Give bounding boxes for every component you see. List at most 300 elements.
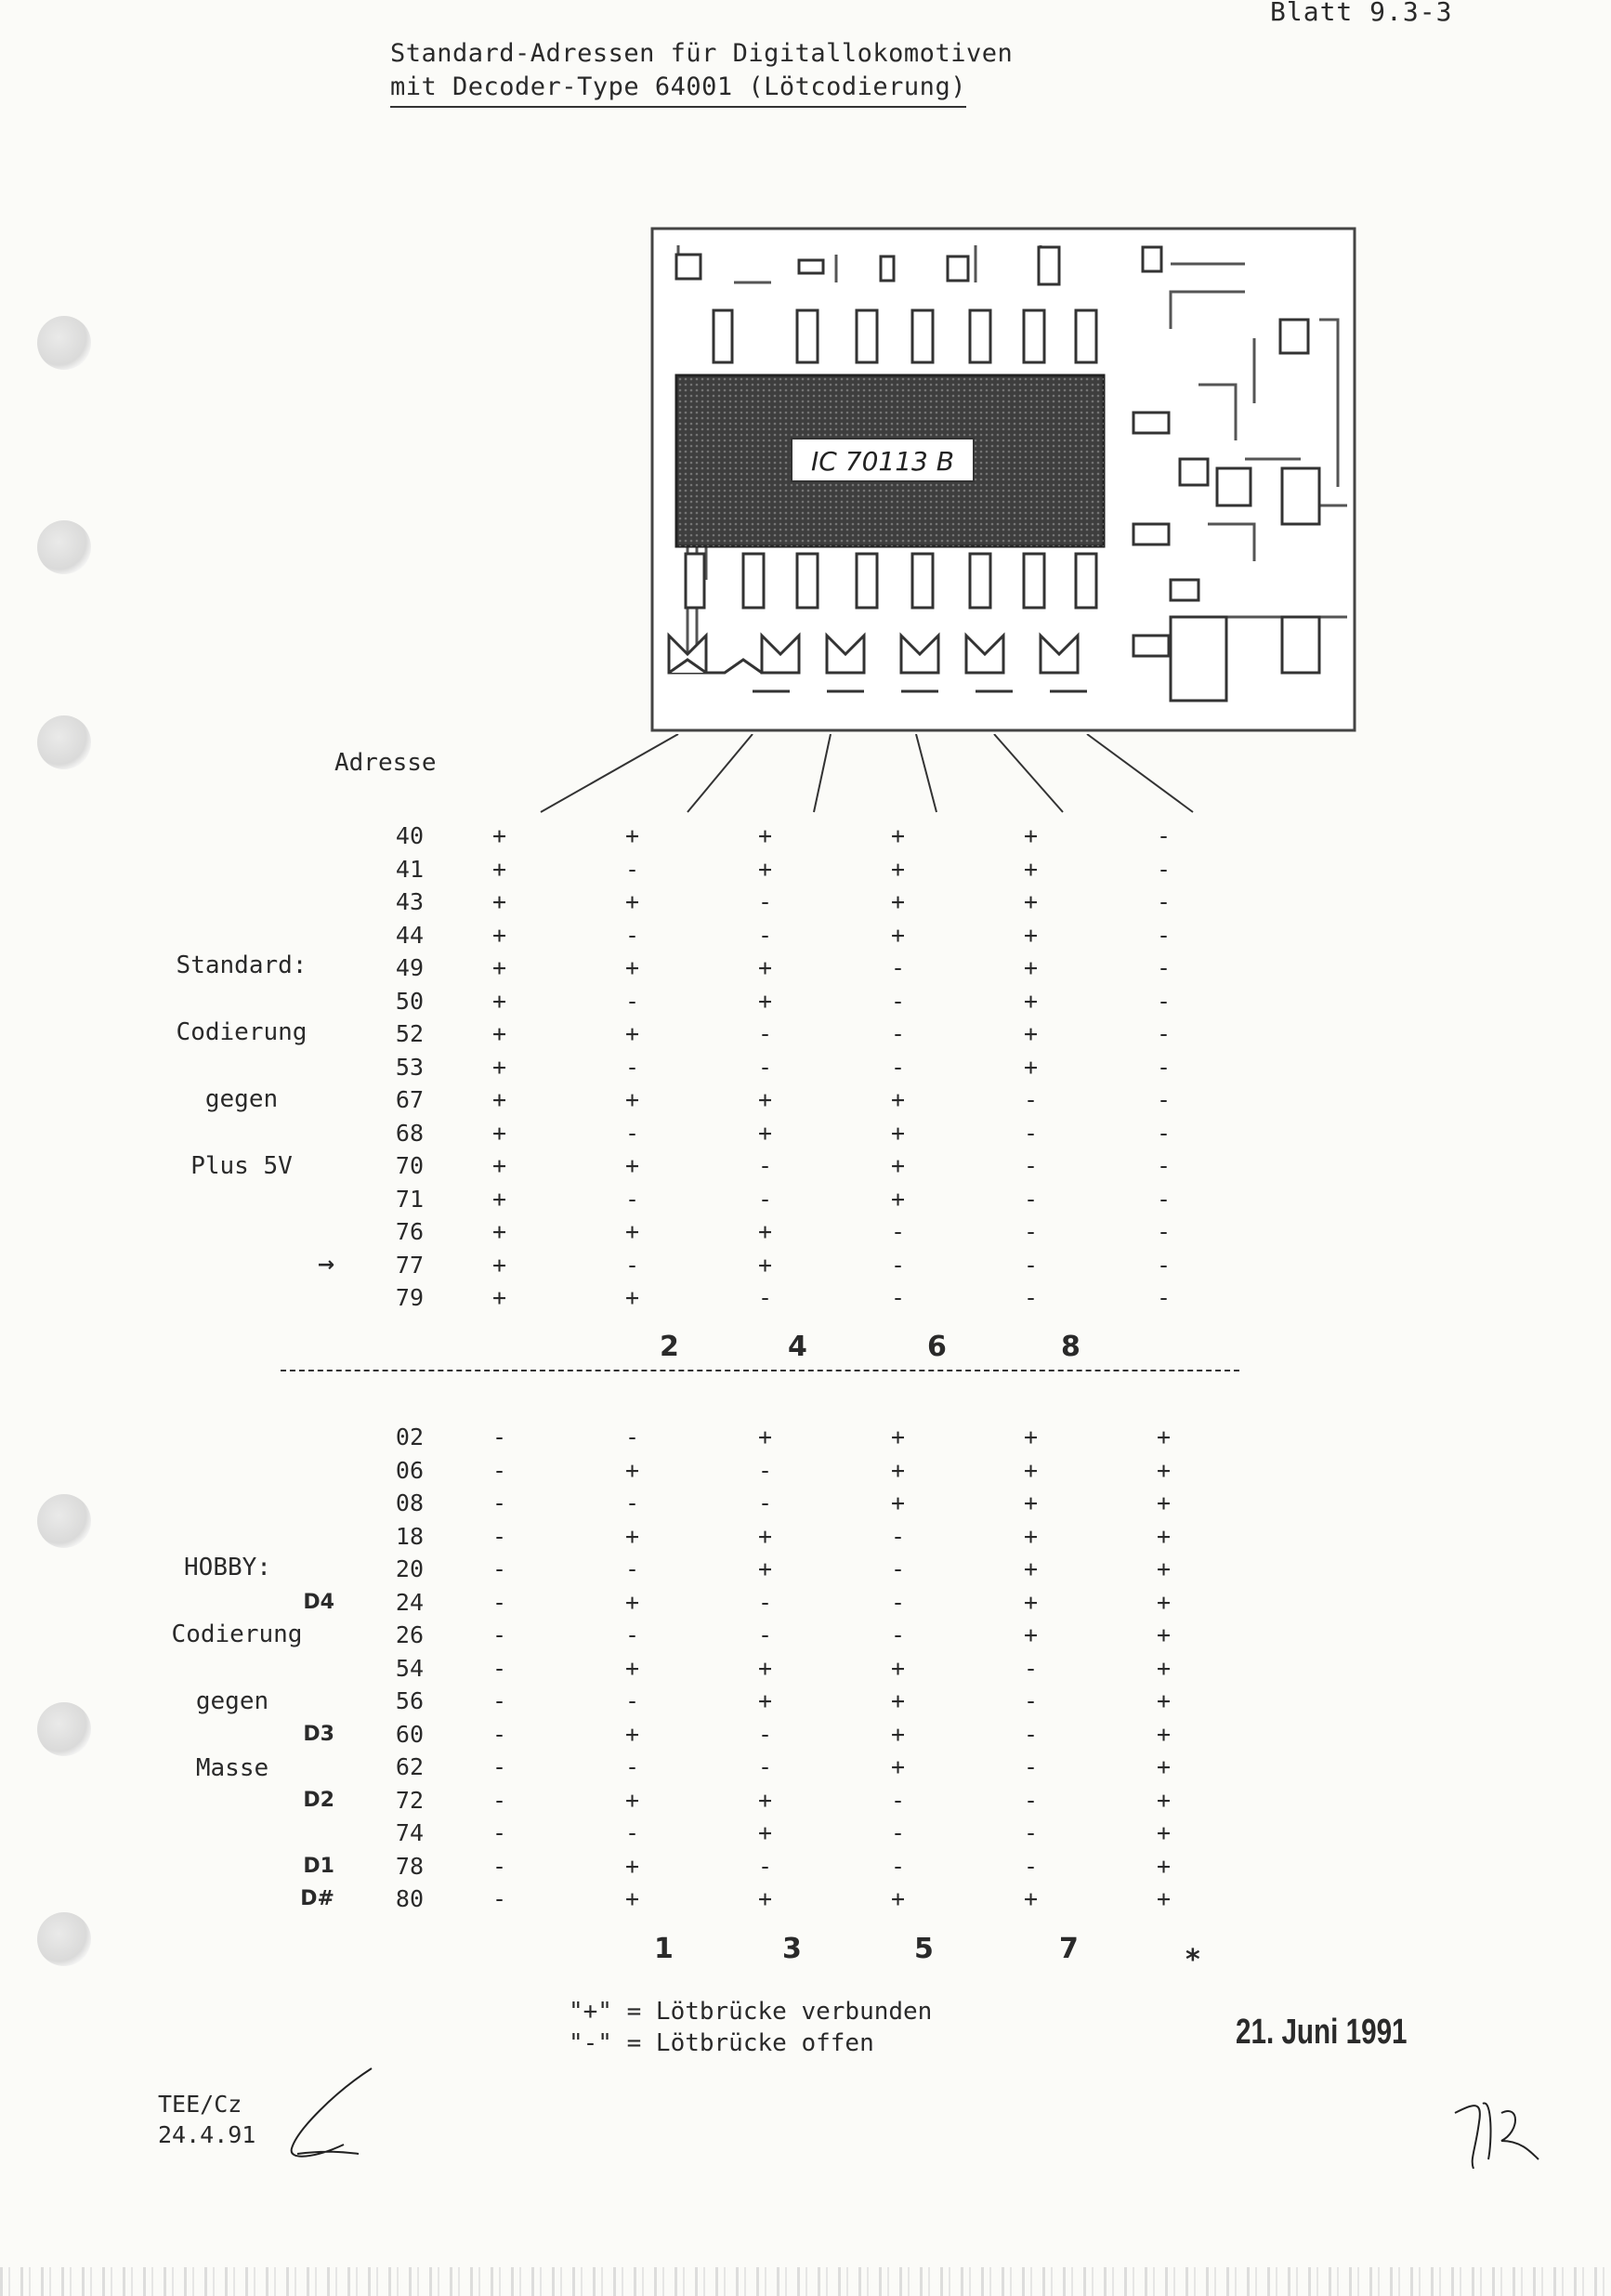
author-block — [158, 2089, 255, 2150]
solder-bridge-cell: + — [1023, 888, 1039, 916]
solder-bridge-cell: + — [624, 1218, 640, 1246]
solder-bridge-cell: + — [757, 954, 773, 982]
solder-bridge-cell: - — [1156, 1152, 1172, 1180]
author-date: 24.4.91 — [158, 2121, 256, 2148]
row-marker — [279, 919, 334, 952]
solder-bridge-cell: + — [1023, 1456, 1039, 1484]
solder-bridge-cell: - — [491, 1753, 507, 1781]
title-line-2: mit Decoder-Type 64001 (Lötcodierung) — [390, 71, 966, 108]
solder-bridge-cell: + — [1023, 1885, 1039, 1913]
solder-bridge-cell: - — [491, 1852, 507, 1880]
solder-bridge-cell: - — [757, 1053, 773, 1081]
table-row — [279, 1784, 1230, 1817]
solder-bridge-cell: + — [624, 1885, 640, 1913]
table-row — [279, 985, 1230, 1018]
solder-bridge-cell: + — [1023, 921, 1039, 949]
table-row — [279, 1421, 1230, 1454]
solder-bridge-cell: - — [757, 1588, 773, 1616]
solder-bridge-cell: - — [757, 1489, 773, 1517]
solder-bridge-cell: - — [491, 1687, 507, 1715]
solder-bridge-cell: - — [890, 987, 906, 1015]
solder-bridge-cell: + — [491, 855, 507, 883]
solder-bridge-cell: + — [491, 1086, 507, 1114]
solder-bridge-cell: + — [624, 1720, 640, 1748]
address-cell: 54 — [395, 1654, 424, 1682]
table-row — [279, 1215, 1230, 1249]
solder-bridge-cell: - — [624, 987, 640, 1015]
table-row — [279, 1083, 1230, 1117]
solder-bridge-cell: + — [491, 1284, 507, 1312]
solder-bridge-cell: - — [1156, 1119, 1172, 1147]
solder-bridge-cell: - — [1023, 1687, 1039, 1715]
solder-bridge-cell: - — [624, 1185, 640, 1213]
address-cell: 79 — [395, 1284, 424, 1312]
solder-bridge-cell: + — [1156, 1588, 1172, 1616]
row-marker — [279, 1652, 334, 1686]
solder-bridge-cell: - — [624, 1819, 640, 1847]
solder-bridge-cell: - — [890, 1819, 906, 1847]
pin-number-2: 2 — [660, 1331, 679, 1363]
solder-bridge-cell: - — [1023, 1819, 1039, 1847]
solder-bridge-cell: - — [890, 1786, 906, 1814]
address-cell: 06 — [395, 1456, 424, 1484]
address-cell: 20 — [395, 1555, 424, 1583]
row-marker — [279, 1520, 334, 1554]
solder-bridge-cell: - — [890, 1251, 906, 1279]
pin-number-7: 7 — [1059, 1933, 1079, 1965]
solder-bridge-cell: + — [1156, 1786, 1172, 1814]
solder-bridge-cell: + — [1156, 1687, 1172, 1715]
solder-bridge-cell: - — [757, 1152, 773, 1180]
solder-bridge-cell: + — [491, 1185, 507, 1213]
solder-bridge-cell: - — [491, 1621, 507, 1649]
table-row — [279, 1117, 1230, 1150]
scan-edge-artifact — [0, 2267, 1611, 2296]
hobby-against-label: gegen — [195, 1687, 269, 1715]
solder-bridge-cell: + — [624, 822, 640, 850]
row-marker — [279, 1553, 334, 1586]
row-marker: D1 — [303, 1854, 334, 1878]
solder-bridge-cell: - — [890, 1522, 906, 1550]
ic-label: IC 70113 B — [811, 446, 954, 477]
solder-bridge-cell: + — [890, 1489, 906, 1517]
solder-bridge-cell: + — [491, 1053, 507, 1081]
solder-bridge-cell: - — [491, 1424, 507, 1451]
solder-bridge-cell: - — [1023, 1786, 1039, 1814]
pin-number-3: 3 — [782, 1933, 802, 1965]
solder-bridge-cell: + — [757, 1654, 773, 1682]
solder-bridge-cell: + — [890, 1885, 906, 1913]
signature — [279, 2065, 399, 2167]
solder-bridge-cell: - — [491, 1885, 507, 1913]
solder-bridge-cell: - — [890, 1218, 906, 1246]
pin-number-5: 5 — [914, 1933, 934, 1965]
solder-bridge-cell: + — [757, 1218, 773, 1246]
solder-bridge-cell: + — [890, 855, 906, 883]
solder-bridge-cell: + — [1156, 1489, 1172, 1517]
solder-bridge-cell: - — [624, 1424, 640, 1451]
solder-bridge-cell: + — [1156, 1654, 1172, 1682]
solder-bridge-cell: - — [491, 1654, 507, 1682]
address-cell: 44 — [395, 921, 424, 949]
solder-bridge-cell: + — [757, 1555, 773, 1583]
solder-bridge-cell: - — [757, 1852, 773, 1880]
solder-bridge-cell: + — [890, 1753, 906, 1781]
solder-bridge-cell: - — [757, 1020, 773, 1048]
table-row — [279, 1553, 1230, 1586]
solder-bridge-cell: - — [890, 1555, 906, 1583]
table-row — [279, 1850, 1230, 1883]
solder-bridge-cell: - — [890, 1053, 906, 1081]
hobby-address-table — [279, 1421, 1230, 1916]
row-marker — [279, 1619, 334, 1652]
table-row — [279, 1249, 1230, 1282]
address-cell: 02 — [395, 1424, 424, 1451]
solder-bridge-cell: + — [1023, 954, 1039, 982]
address-cell: 68 — [395, 1119, 424, 1147]
standard-against-label: gegen — [204, 1085, 279, 1113]
solder-bridge-cell: + — [1023, 1424, 1039, 1451]
solder-bridge-cell: - — [624, 1489, 640, 1517]
row-marker — [279, 1183, 334, 1216]
table-row — [279, 1652, 1230, 1686]
legend-minus: "-" = Lötbrücke offen — [569, 2029, 874, 2057]
address-cell: 71 — [395, 1185, 424, 1213]
solder-bridge-cell: - — [757, 921, 773, 949]
table-row — [279, 1051, 1230, 1084]
solder-bridge-cell: - — [757, 1753, 773, 1781]
solder-bridge-cell: - — [890, 1621, 906, 1649]
solder-bridge-cell: - — [491, 1720, 507, 1748]
table-row — [279, 1817, 1230, 1850]
solder-bridge-cell: + — [1023, 1053, 1039, 1081]
address-cell: 76 — [395, 1218, 424, 1246]
address-cell: 80 — [395, 1885, 424, 1913]
initials-signature — [1446, 2085, 1557, 2169]
solder-bridge-cell: - — [624, 855, 640, 883]
solder-bridge-cell: - — [1156, 888, 1172, 916]
solder-bridge-cell: + — [624, 1522, 640, 1550]
solder-bridge-cell: + — [624, 1588, 640, 1616]
hobby-ground-label: Masse — [195, 1754, 269, 1782]
legend — [569, 1996, 932, 2059]
solder-bridge-cell: + — [757, 1119, 773, 1147]
solder-bridge-cell: - — [491, 1456, 507, 1484]
address-cell: 78 — [395, 1852, 424, 1880]
solder-bridge-cell: + — [890, 888, 906, 916]
row-marker: → — [317, 1253, 334, 1277]
solder-bridge-cell: + — [1156, 1621, 1172, 1649]
solder-bridge-cell: + — [1023, 1588, 1039, 1616]
table-row — [279, 820, 1230, 853]
solder-bridge-cell: - — [1156, 1218, 1172, 1246]
solder-bridge-cell: + — [491, 1119, 507, 1147]
row-marker — [279, 985, 334, 1018]
row-marker — [279, 1817, 334, 1850]
solder-bridge-cell: - — [624, 1687, 640, 1715]
table-row — [279, 1183, 1230, 1216]
standard-plus5v-label: Plus 5V — [190, 1152, 293, 1180]
solder-bridge-cell: - — [1156, 1086, 1172, 1114]
solder-bridge-cell: + — [890, 1654, 906, 1682]
solder-bridge-cell: - — [1023, 1152, 1039, 1180]
pin-number-6: 6 — [927, 1331, 947, 1363]
solder-bridge-cell: - — [491, 1786, 507, 1814]
row-marker — [279, 1215, 334, 1249]
address-cell: 41 — [395, 855, 424, 883]
solder-bridge-cell: - — [1156, 954, 1172, 982]
row-marker — [279, 1421, 334, 1454]
solder-bridge-cell: - — [757, 888, 773, 916]
solder-bridge-cell: + — [890, 1456, 906, 1484]
solder-bridge-cell: - — [890, 1284, 906, 1312]
table-row — [279, 919, 1230, 952]
solder-bridge-cell: - — [1023, 1218, 1039, 1246]
address-cell: 08 — [395, 1489, 424, 1517]
solder-bridge-cell: + — [890, 1687, 906, 1715]
table-row — [279, 1751, 1230, 1784]
solder-bridge-cell: + — [1023, 987, 1039, 1015]
standard-address-table — [279, 820, 1230, 1315]
table-row — [279, 886, 1230, 919]
solder-bridge-cell: + — [624, 1654, 640, 1682]
table-row — [279, 951, 1230, 985]
solder-bridge-cell: - — [890, 954, 906, 982]
solder-bridge-cell: + — [1023, 1522, 1039, 1550]
solder-bridge-cell: + — [624, 1020, 640, 1048]
address-cell: 49 — [395, 954, 424, 982]
row-marker — [279, 1281, 334, 1315]
row-marker: D3 — [303, 1722, 334, 1746]
row-marker — [279, 820, 334, 853]
solder-bridge-cell: + — [757, 987, 773, 1015]
address-cell: 56 — [395, 1687, 424, 1715]
date-stamp: 21. Juni 1991 — [1236, 2013, 1408, 2052]
solder-bridge-cell: - — [1023, 1086, 1039, 1114]
solder-bridge-cell: + — [1156, 1555, 1172, 1583]
solder-bridge-cell: - — [757, 1621, 773, 1649]
solder-bridge-cell: + — [491, 954, 507, 982]
address-cell: 26 — [395, 1621, 424, 1649]
solder-bridge-cell: - — [1156, 921, 1172, 949]
solder-bridge-cell: - — [624, 1753, 640, 1781]
hobby-coding-label: Codierung — [171, 1620, 303, 1648]
solder-bridge-cell: + — [624, 1456, 640, 1484]
solder-bridge-cell: + — [624, 954, 640, 982]
solder-bridge-cell: - — [491, 1555, 507, 1583]
solder-bridge-cell: + — [491, 1218, 507, 1246]
row-marker — [279, 1487, 334, 1520]
address-cell: 52 — [395, 1020, 424, 1048]
solder-bridge-cell: - — [890, 1020, 906, 1048]
solder-bridge-cell: + — [757, 1251, 773, 1279]
solder-bridge-cell: + — [624, 1852, 640, 1880]
address-cell: 43 — [395, 888, 424, 916]
solder-bridge-cell: + — [491, 987, 507, 1015]
solder-bridge-cell: + — [491, 921, 507, 949]
hobby-label: HOBBY: — [184, 1554, 271, 1581]
address-cell: 40 — [395, 822, 424, 850]
solder-bridge-cell: - — [1023, 1720, 1039, 1748]
row-marker: D4 — [303, 1590, 334, 1614]
solder-bridge-cell: - — [1023, 1185, 1039, 1213]
solder-bridge-cell: + — [757, 1424, 773, 1451]
sheet-number: Blatt 9.3-3 — [1270, 0, 1453, 27]
solder-bridge-cell: - — [624, 1251, 640, 1279]
table-row — [279, 853, 1230, 886]
decoder-board-diagram — [650, 227, 1356, 747]
solder-bridge-cell: - — [1023, 1119, 1039, 1147]
row-marker — [279, 1751, 334, 1784]
address-cell: 53 — [395, 1053, 424, 1081]
solder-bridge-cell: + — [491, 888, 507, 916]
solder-bridge-cell: + — [757, 1687, 773, 1715]
solder-bridge-cell: - — [624, 1119, 640, 1147]
legend-plus: "+" = Lötbrücke verbunden — [569, 1998, 933, 2026]
table-row — [279, 1619, 1230, 1652]
solder-bridge-cell: + — [1023, 1621, 1039, 1649]
solder-bridge-cell: + — [1156, 1819, 1172, 1847]
table-row — [279, 1281, 1230, 1315]
standard-coding-label: Codierung — [176, 1018, 308, 1046]
table-row — [279, 1487, 1230, 1520]
solder-bridge-cell: + — [1023, 1020, 1039, 1048]
table-row — [279, 1520, 1230, 1554]
solder-bridge-cell: - — [491, 1588, 507, 1616]
solder-bridge-cell: + — [890, 1720, 906, 1748]
row-marker — [279, 1454, 334, 1488]
row-marker — [279, 1051, 334, 1084]
solder-bridge-cell: - — [757, 1185, 773, 1213]
address-cell: 62 — [395, 1753, 424, 1781]
solder-bridge-cell: + — [1023, 1489, 1039, 1517]
solder-bridge-cell: - — [1023, 1654, 1039, 1682]
address-cell: 24 — [395, 1588, 424, 1616]
row-marker — [279, 1149, 334, 1183]
row-marker — [279, 1017, 334, 1051]
pin-number-star: * — [1185, 1944, 1200, 1976]
solder-bridge-cell: - — [1156, 855, 1172, 883]
solder-bridge-cell: + — [624, 888, 640, 916]
solder-bridge-cell: + — [491, 822, 507, 850]
solder-bridge-cell: + — [890, 921, 906, 949]
row-marker — [279, 1685, 334, 1718]
pin-number-4: 4 — [788, 1331, 807, 1363]
solder-bridge-cell: + — [491, 1020, 507, 1048]
solder-bridge-cell: + — [624, 1086, 640, 1114]
solder-bridge-cell: - — [890, 1588, 906, 1616]
row-marker — [279, 853, 334, 886]
solder-bridge-cell: - — [624, 1555, 640, 1583]
pin-leader-lines — [520, 734, 1226, 827]
solder-bridge-cell: + — [757, 1522, 773, 1550]
solder-bridge-cell: - — [1156, 1053, 1172, 1081]
solder-bridge-cell: + — [1156, 1885, 1172, 1913]
address-cell: 67 — [395, 1086, 424, 1114]
row-marker — [279, 1117, 334, 1150]
address-cell: 72 — [395, 1786, 424, 1814]
document-title — [390, 37, 1013, 108]
solder-bridge-cell: + — [1156, 1424, 1172, 1451]
solder-bridge-cell: - — [1156, 1020, 1172, 1048]
table-row — [279, 1718, 1230, 1752]
solder-bridge-cell: + — [1156, 1753, 1172, 1781]
solder-bridge-cell: - — [491, 1819, 507, 1847]
solder-bridge-cell: + — [757, 855, 773, 883]
solder-bridge-cell: + — [1156, 1522, 1172, 1550]
solder-bridge-cell: - — [1156, 1185, 1172, 1213]
solder-bridge-cell: + — [1156, 1852, 1172, 1880]
table-row — [279, 1017, 1230, 1051]
solder-bridge-cell: + — [757, 822, 773, 850]
pin-number-8: 8 — [1061, 1331, 1081, 1363]
solder-bridge-cell: + — [1156, 1720, 1172, 1748]
solder-bridge-cell: - — [1023, 1852, 1039, 1880]
solder-bridge-cell: - — [1156, 1284, 1172, 1312]
section-divider — [281, 1370, 1239, 1371]
author-code: TEE/Cz — [158, 2091, 242, 2118]
table-row — [279, 1586, 1230, 1620]
solder-bridge-cell: + — [757, 1786, 773, 1814]
row-marker — [279, 1083, 334, 1117]
solder-bridge-cell: + — [1023, 855, 1039, 883]
solder-bridge-cell: + — [757, 1885, 773, 1913]
solder-bridge-cell: - — [624, 921, 640, 949]
table-row — [279, 1883, 1230, 1916]
address-cell: 18 — [395, 1522, 424, 1550]
solder-bridge-cell: - — [491, 1522, 507, 1550]
solder-bridge-cell: + — [757, 1086, 773, 1114]
solder-bridge-cell: + — [890, 1152, 906, 1180]
solder-bridge-cell: + — [890, 1185, 906, 1213]
standard-label: Standard: — [176, 951, 308, 979]
table-row — [279, 1685, 1230, 1718]
solder-bridge-cell: + — [1023, 1555, 1039, 1583]
solder-bridge-cell: + — [624, 1152, 640, 1180]
solder-bridge-cell: - — [624, 1053, 640, 1081]
solder-bridge-cell: + — [1023, 822, 1039, 850]
solder-bridge-cell: - — [1023, 1251, 1039, 1279]
solder-bridge-cell: - — [1023, 1753, 1039, 1781]
solder-bridge-cell: - — [1156, 987, 1172, 1015]
solder-bridge-cell: - — [491, 1489, 507, 1517]
solder-bridge-cell: + — [890, 1119, 906, 1147]
table-row — [279, 1454, 1230, 1488]
address-cell: 50 — [395, 987, 424, 1015]
solder-bridge-cell: + — [624, 1284, 640, 1312]
solder-bridge-cell: + — [890, 1086, 906, 1114]
solder-bridge-cell: + — [624, 1786, 640, 1814]
solder-bridge-cell: - — [757, 1284, 773, 1312]
title-line-1: Standard-Adressen für Digitallokomotiven — [390, 39, 1014, 68]
address-column-header: Adresse — [334, 749, 437, 777]
solder-bridge-cell: - — [624, 1621, 640, 1649]
solder-bridge-cell: + — [491, 1152, 507, 1180]
row-marker: D# — [300, 1887, 334, 1911]
solder-bridge-cell: + — [1156, 1456, 1172, 1484]
pin-number-1: 1 — [654, 1933, 674, 1965]
solder-bridge-cell: - — [1156, 822, 1172, 850]
solder-bridge-cell: - — [1023, 1284, 1039, 1312]
solder-bridge-cell: + — [757, 1819, 773, 1847]
solder-bridge-cell: - — [757, 1720, 773, 1748]
row-marker: D2 — [303, 1788, 334, 1812]
address-cell: 74 — [395, 1819, 424, 1847]
row-marker — [279, 951, 334, 985]
address-cell: 70 — [395, 1152, 424, 1180]
address-cell: 60 — [395, 1720, 424, 1748]
solder-bridge-cell: - — [890, 1852, 906, 1880]
